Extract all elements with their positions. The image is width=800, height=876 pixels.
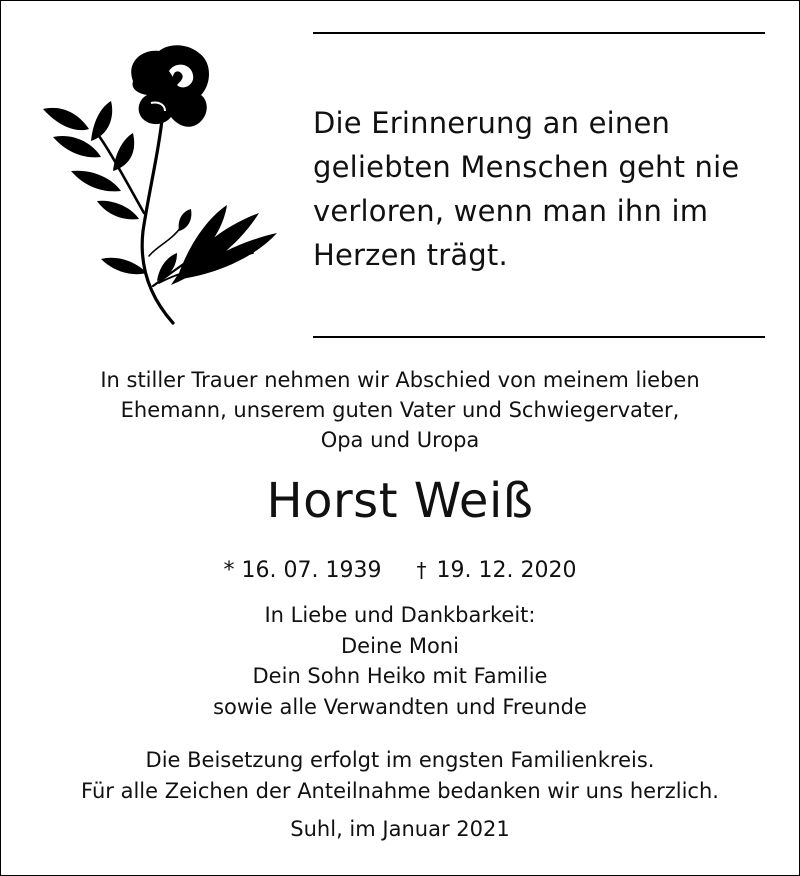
bottom-divider: [313, 336, 765, 338]
rose-icon: [31, 41, 291, 331]
place-date: Suhl, im Januar 2021: [290, 817, 510, 841]
quote-line: verloren, wenn man ihn im: [313, 194, 709, 228]
intro-line: Opa und Uropa: [320, 428, 480, 452]
quote-line: geliebten Menschen geht nie: [313, 150, 740, 184]
family-line: Dein Sohn Heiko mit Familie: [252, 664, 548, 688]
top-divider: [313, 32, 765, 34]
cross-icon: †: [416, 558, 427, 582]
intro-line: In stiller Trauer nehmen wir Abschied von meinem lieben: [100, 368, 700, 392]
closing-text: [1, 745, 799, 807]
quote-line: Herzen trägt.: [313, 238, 508, 272]
death-date: 19. 12. 2020: [436, 558, 577, 583]
closing-line: Für alle Zeichen der Anteilnahme bedanken wir uns herzlich.: [81, 779, 719, 803]
life-dates: [1, 553, 799, 588]
intro-text: [1, 365, 799, 455]
family-signature: [1, 600, 799, 722]
family-line: In Liebe und Dankbarkeit:: [264, 603, 536, 627]
closing-line: Die Beisetzung erfolgt im engsten Familienkreis.: [145, 748, 655, 772]
birth-date: * 16. 07. 1939: [223, 558, 382, 583]
family-line: sowie alle Verwandten und Freunde: [213, 694, 587, 719]
memorial-quote: [313, 101, 783, 277]
family-line: Deine Moni: [341, 633, 459, 658]
quote-line: Die Erinnerung an einen: [313, 106, 671, 140]
deceased-name: Horst Weiß: [266, 473, 534, 529]
intro-line: Ehemann, unserem guten Vater und Schwiegervater,: [120, 398, 680, 422]
